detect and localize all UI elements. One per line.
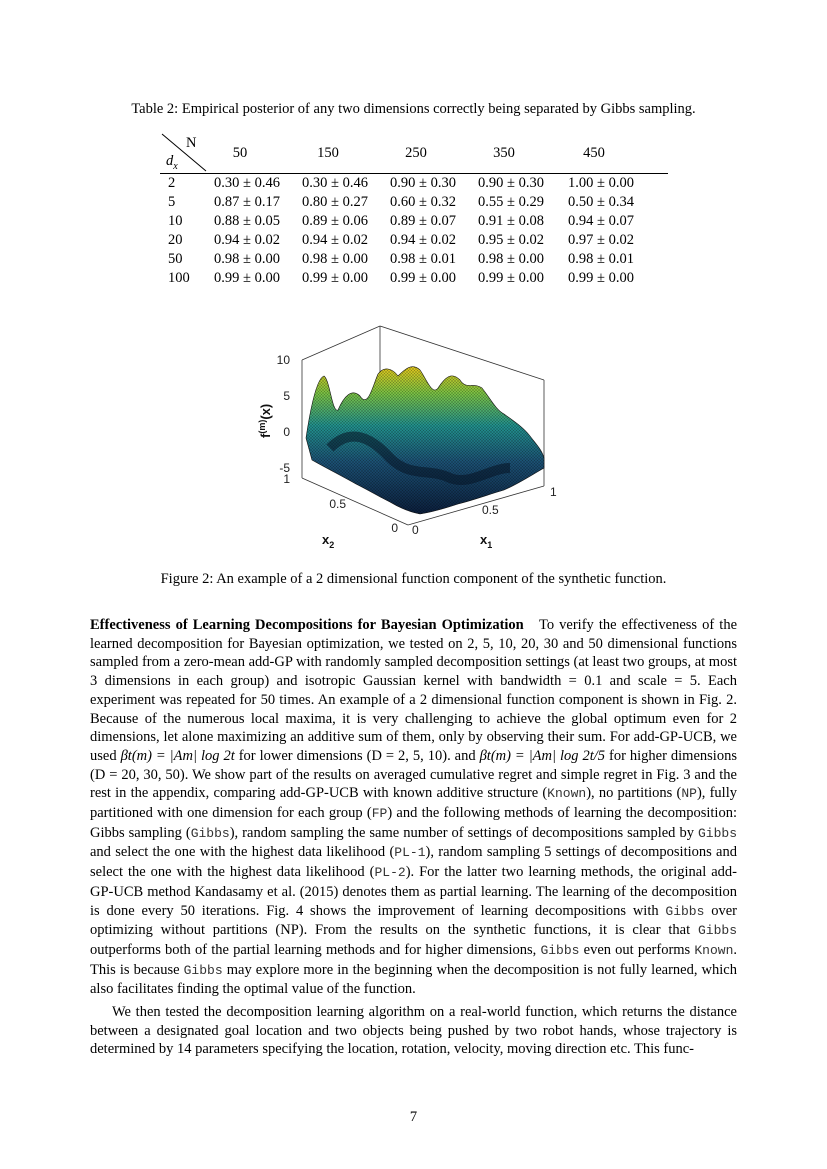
table-cell: 0.88 ± 0.05 [214, 213, 280, 229]
text-run: outperforms both of the partial learning methods and for higher dimensions, [90, 941, 541, 958]
row-label: 10 [168, 213, 183, 229]
text-run: ) and the following methods of learning the decomposition: Gibbs sampling ( [90, 805, 737, 841]
header-rule [160, 173, 668, 174]
table-cell: 0.94 ± 0.07 [568, 213, 634, 229]
corner-n-label: N [186, 135, 197, 151]
math-inline: βt(m) = |Am| log 2t [120, 747, 235, 764]
section-heading: Effectiveness of Learning Decompositions for Bayesian Optimization [90, 617, 524, 633]
z-tick-label: 10 [276, 353, 290, 367]
table-cell: 0.30 ± 0.46 [302, 175, 368, 191]
code-token: Known [547, 786, 587, 802]
table-cell: 0.89 ± 0.06 [302, 213, 368, 229]
code-token: PL-1 [394, 845, 426, 861]
body-text [90, 616, 737, 1059]
text-run: ), random sampling the same number of settings of decompositions sampled by [229, 824, 698, 841]
code-token: Gibbs [540, 942, 580, 958]
table-cell: 0.98 ± 0.00 [478, 251, 544, 267]
table-row [160, 213, 668, 232]
text-run: over optimizing without partitions (NP). From the results on the synthetic functions, it is clear that [90, 902, 737, 939]
row-label: 100 [168, 270, 190, 286]
code-token: Gibbs [190, 825, 230, 841]
code-token: FP [371, 806, 388, 822]
row-label: 2 [168, 175, 176, 191]
math-inline: βt(m) = |Am| log 2t/5 [479, 747, 606, 764]
z-tick-label: 0 [283, 425, 290, 439]
z-tick-label: 5 [283, 389, 290, 403]
code-token: Gibbs [697, 923, 737, 939]
table-cell: 0.90 ± 0.30 [390, 175, 456, 191]
surface-plot-svg [257, 318, 580, 558]
text-run: even out performs [579, 941, 695, 958]
table-row [160, 251, 668, 270]
table-cell: 0.91 ± 0.08 [478, 213, 544, 229]
table-cell: 0.90 ± 0.30 [478, 175, 544, 191]
table-row [160, 232, 668, 251]
table-cell: 0.94 ± 0.02 [390, 232, 456, 248]
code-token: Gibbs [183, 962, 223, 978]
z-tick-label: -5 [279, 461, 290, 475]
table-cell: 0.89 ± 0.07 [390, 213, 456, 229]
text-run: . This is because [90, 941, 737, 978]
code-token: Known [694, 942, 734, 958]
table-cell: 0.60 ± 0.32 [390, 194, 456, 210]
text-run: ). For the latter two learning methods, the original add-GP-UCB method Kandasamy et al. (2015) denotes them as partial learning. The learning of the decomposition is done every 50 iterations. Fig. 4 shows the improvement of learning decompositions with [90, 864, 737, 919]
row-label: 50 [168, 251, 183, 267]
x1-axis-label: $x_1$ [480, 532, 493, 550]
x2-tick-label: 0 [391, 521, 398, 535]
text-run: ), no partitions ( [586, 785, 682, 802]
table-cell: 0.99 ± 0.00 [390, 270, 456, 286]
table-cell: 0.98 ± 0.01 [390, 251, 456, 267]
table-cell: 0.99 ± 0.00 [302, 270, 368, 286]
table-cell: 0.94 ± 0.02 [214, 232, 280, 248]
row-label: 20 [168, 232, 183, 248]
paragraph-2: We then tested the decomposition learning algorithm on a real-world function, which returns the distance between a designated goal location and two objects being pushed by two robot hands, whose trajectory is determined by 14 parameters specifying the location, rotation, velocity, moving direction etc. This func- [90, 1004, 737, 1058]
table-cell: 0.94 ± 0.02 [302, 232, 368, 248]
corner-dx-label: $d_x$ [166, 153, 178, 172]
table-row [160, 270, 668, 289]
code-token: Gibbs [697, 825, 737, 841]
text-run: To verify the effectiveness of the learned decomposition for Bayesian optimization, we tested on 2, 5, 10, 20, 30 and 50 dimensional functions sampled from a zero-mean add-GP with randomly sampled decomposition settings (at least two groups, at most 3 dimensions in each group) and isotropic Gaussian kernel with bandwidth = 0.1 and scale = 5. Each experiment was repeated for 50 times. An example of a 2 dimensional function component is shown in Fig. 2. Because of the numerous local maxima, it is very challenging to achieve the global optimum even for 2 dimensions, let alone maximizing an additive sum of them, only by observing their sum. For add-GP-UCB, we used [90, 617, 738, 764]
x1-tick-label: 1 [550, 485, 557, 499]
table-cell: 0.98 ± 0.01 [568, 251, 634, 267]
figure-caption: Figure 2: An example of a 2 dimensional function component of the synthetic function. [160, 571, 667, 587]
text-run: may explore more in the beginning when the decomposition is not fully learned, which also facilitates finding the optimal value of the function. [90, 961, 737, 998]
table-caption: Table 2: Empirical posterior of any two dimensions correctly being separated by Gibbs sampling. [131, 101, 696, 117]
column-header: 450 [583, 145, 605, 161]
table-cell: 0.99 ± 0.00 [568, 270, 634, 286]
table-cell: 1.00 ± 0.00 [568, 175, 634, 191]
column-header: 50 [232, 145, 248, 161]
results-table [160, 133, 668, 286]
text-run: ), random sampling 5 settings of decompositions and select the one with the highest data likelihood ( [90, 844, 737, 881]
table-cell: 0.99 ± 0.00 [214, 270, 280, 286]
column-header: 250 [405, 145, 427, 161]
table-cell: 0.95 ± 0.02 [478, 232, 544, 248]
z-axis-label: $f^{(m)}(x)$ [257, 403, 273, 438]
table-cell: 0.30 ± 0.46 [214, 175, 280, 191]
text-run: and select the one with the highest data likelihood ( [90, 844, 395, 861]
table-row [160, 194, 668, 213]
table-cell: 0.97 ± 0.02 [568, 232, 634, 248]
code-token: Gibbs [665, 903, 705, 919]
table-cell: 0.80 ± 0.27 [302, 194, 368, 210]
x2-axis-label: $x_2$ [322, 532, 335, 550]
table-cell: 0.98 ± 0.00 [214, 251, 280, 267]
table-row [160, 175, 668, 194]
column-header: 150 [317, 145, 339, 161]
text-run: ), fully partitioned with one dimension for each group ( [90, 785, 737, 822]
x2-tick-label: 1 [283, 472, 290, 486]
x1-tick-label: 0.5 [482, 503, 499, 517]
x2-tick-label: 0.5 [329, 497, 346, 511]
table-cell: 0.87 ± 0.17 [214, 194, 280, 210]
table-cell: 0.55 ± 0.29 [478, 194, 544, 210]
paragraph-1 [90, 616, 737, 999]
table-cell: 0.98 ± 0.00 [302, 251, 368, 267]
column-header: 350 [493, 145, 515, 161]
code-token: NP [681, 786, 697, 802]
page-number: 7 [409, 1109, 418, 1125]
code-token: PL-2 [374, 865, 406, 881]
table-cell: 0.99 ± 0.00 [478, 270, 544, 286]
text-run: for higher dimensions (D = 20, 30, 50). We show part of the results on averaged cumulative regret and simple regret in Fig. 3 and the rest in the appendix, comparing add-GP-UCB with known additive structure ( [90, 747, 737, 802]
table-cell: 0.50 ± 0.34 [568, 194, 634, 210]
text-run: for lower dimensions (D = 2, 5, 10). and [234, 747, 480, 764]
surface-plot [257, 318, 580, 558]
x1-tick-label: 0 [412, 523, 419, 537]
row-label: 5 [168, 194, 176, 210]
